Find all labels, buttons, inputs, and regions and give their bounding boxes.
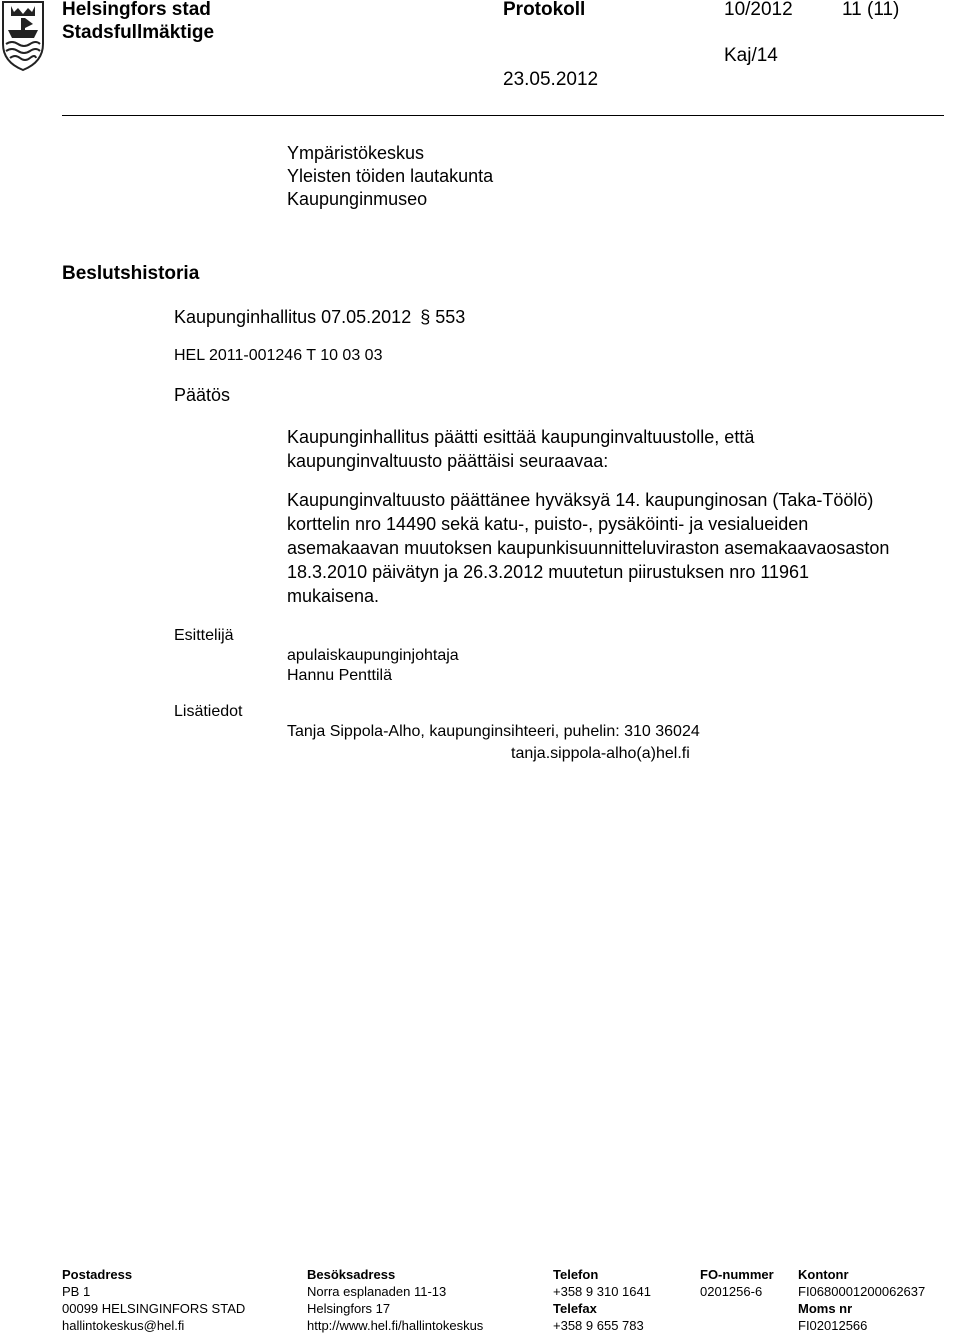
history-entry-text: Kaupunginhallitus 07.05.2012 [174, 307, 412, 327]
org-body: Stadsfullmäktige [62, 22, 215, 43]
esittelija-title: apulaiskaupunginjohtaja [287, 647, 459, 664]
footer-postal-heading: Postadress [62, 1267, 133, 1282]
doc-type: Protokoll [503, 0, 586, 20]
footer-vat-number: FI02012566 [798, 1318, 868, 1333]
footer-postal-address [62, 1266, 245, 1334]
footer-email: hallintokeskus@hel.fi [62, 1318, 185, 1333]
footer-business-id-value: 0201256-6 [700, 1284, 763, 1299]
footer-city: Helsingfors 17 [307, 1301, 391, 1316]
history-heading: Beslutshistoria [62, 263, 200, 284]
lisatiedot-email: tanja.sippola-alho(a)hel.fi [511, 745, 690, 762]
coat-of-arms-logo [0, 0, 46, 72]
recipient-3: Kaupunginmuseo [287, 189, 428, 209]
footer-account-number: FI0680001200062637 [798, 1284, 926, 1299]
footer-account [798, 1266, 925, 1334]
section-ref: Kaj/14 [724, 45, 778, 66]
footer-visiting-address [307, 1266, 483, 1334]
footer-fax-number: +358 9 655 783 [553, 1318, 644, 1333]
recipient-2: Yleisten töiden lautakunta [287, 166, 494, 186]
footer-business-id [700, 1266, 774, 1300]
footer-phone-heading: Telefon [553, 1267, 599, 1282]
footer-street: Norra esplanaden 11-13 [307, 1284, 447, 1299]
footer-business-id-heading: FO-nummer [700, 1267, 774, 1282]
doc-number: 10/2012 [724, 0, 793, 20]
footer-phone-number: +358 9 310 1641 [553, 1284, 651, 1299]
recipient-1: Ympäristökeskus [287, 143, 425, 163]
footer-account-heading: Kontonr [798, 1267, 849, 1282]
footer-postal-city: 00099 HELSINGINFORS STAD [62, 1301, 246, 1316]
esittelija-name: Hannu Penttilä [287, 667, 392, 684]
footer-visiting-heading: Besöksadress [307, 1267, 396, 1282]
paatos-label: Päätös [174, 385, 231, 405]
footer-fax-heading: Telefax [553, 1301, 597, 1316]
paatos-intro: Kaupunginhallitus päätti esittää kaupunginvaltuustolle, että kaupunginvaltuusto päättäisi seuraavaa: [287, 427, 755, 471]
esittelija-label: Esittelijä [174, 627, 234, 644]
page-number: 11 (11) [842, 0, 900, 20]
footer-phone [553, 1266, 651, 1334]
history-section-number: 553 [435, 307, 466, 327]
history-entry [174, 305, 465, 329]
section-sign-icon: § [420, 307, 431, 327]
footer-website: http://www.hel.fi/hallintokeskus [307, 1318, 484, 1333]
lisatiedot-label: Lisätiedot [174, 703, 243, 720]
lisatiedot-contact: Tanja Sippola-Alho, kaupunginsihteeri, puhelin: 310 36024 [287, 723, 700, 740]
header-rule [62, 115, 944, 116]
paatos-text: Kaupunginvaltuusto päättänee hyväksyä 14. kaupunginosan (Taka-Töölö) korttelin nro 14490 sekä katu-, puisto-, pysäköinti- ja vesialueiden asemakaavan muutoksen kaupunkisuunnitteluviraston asemakaavaosaston 18.3.2010 päivätyn ja 26.3.2012 muutetun piirustuksen nro 11961 mukaisena. [287, 490, 890, 606]
history-reference: HEL 2011-001246 T 10 03 03 [174, 347, 383, 364]
meeting-date: 23.05.2012 [503, 69, 599, 90]
footer-vat-heading: Moms nr [798, 1301, 853, 1316]
footer-postal-box: PB 1 [62, 1284, 91, 1299]
org-name: Helsingfors stad [62, 0, 211, 20]
